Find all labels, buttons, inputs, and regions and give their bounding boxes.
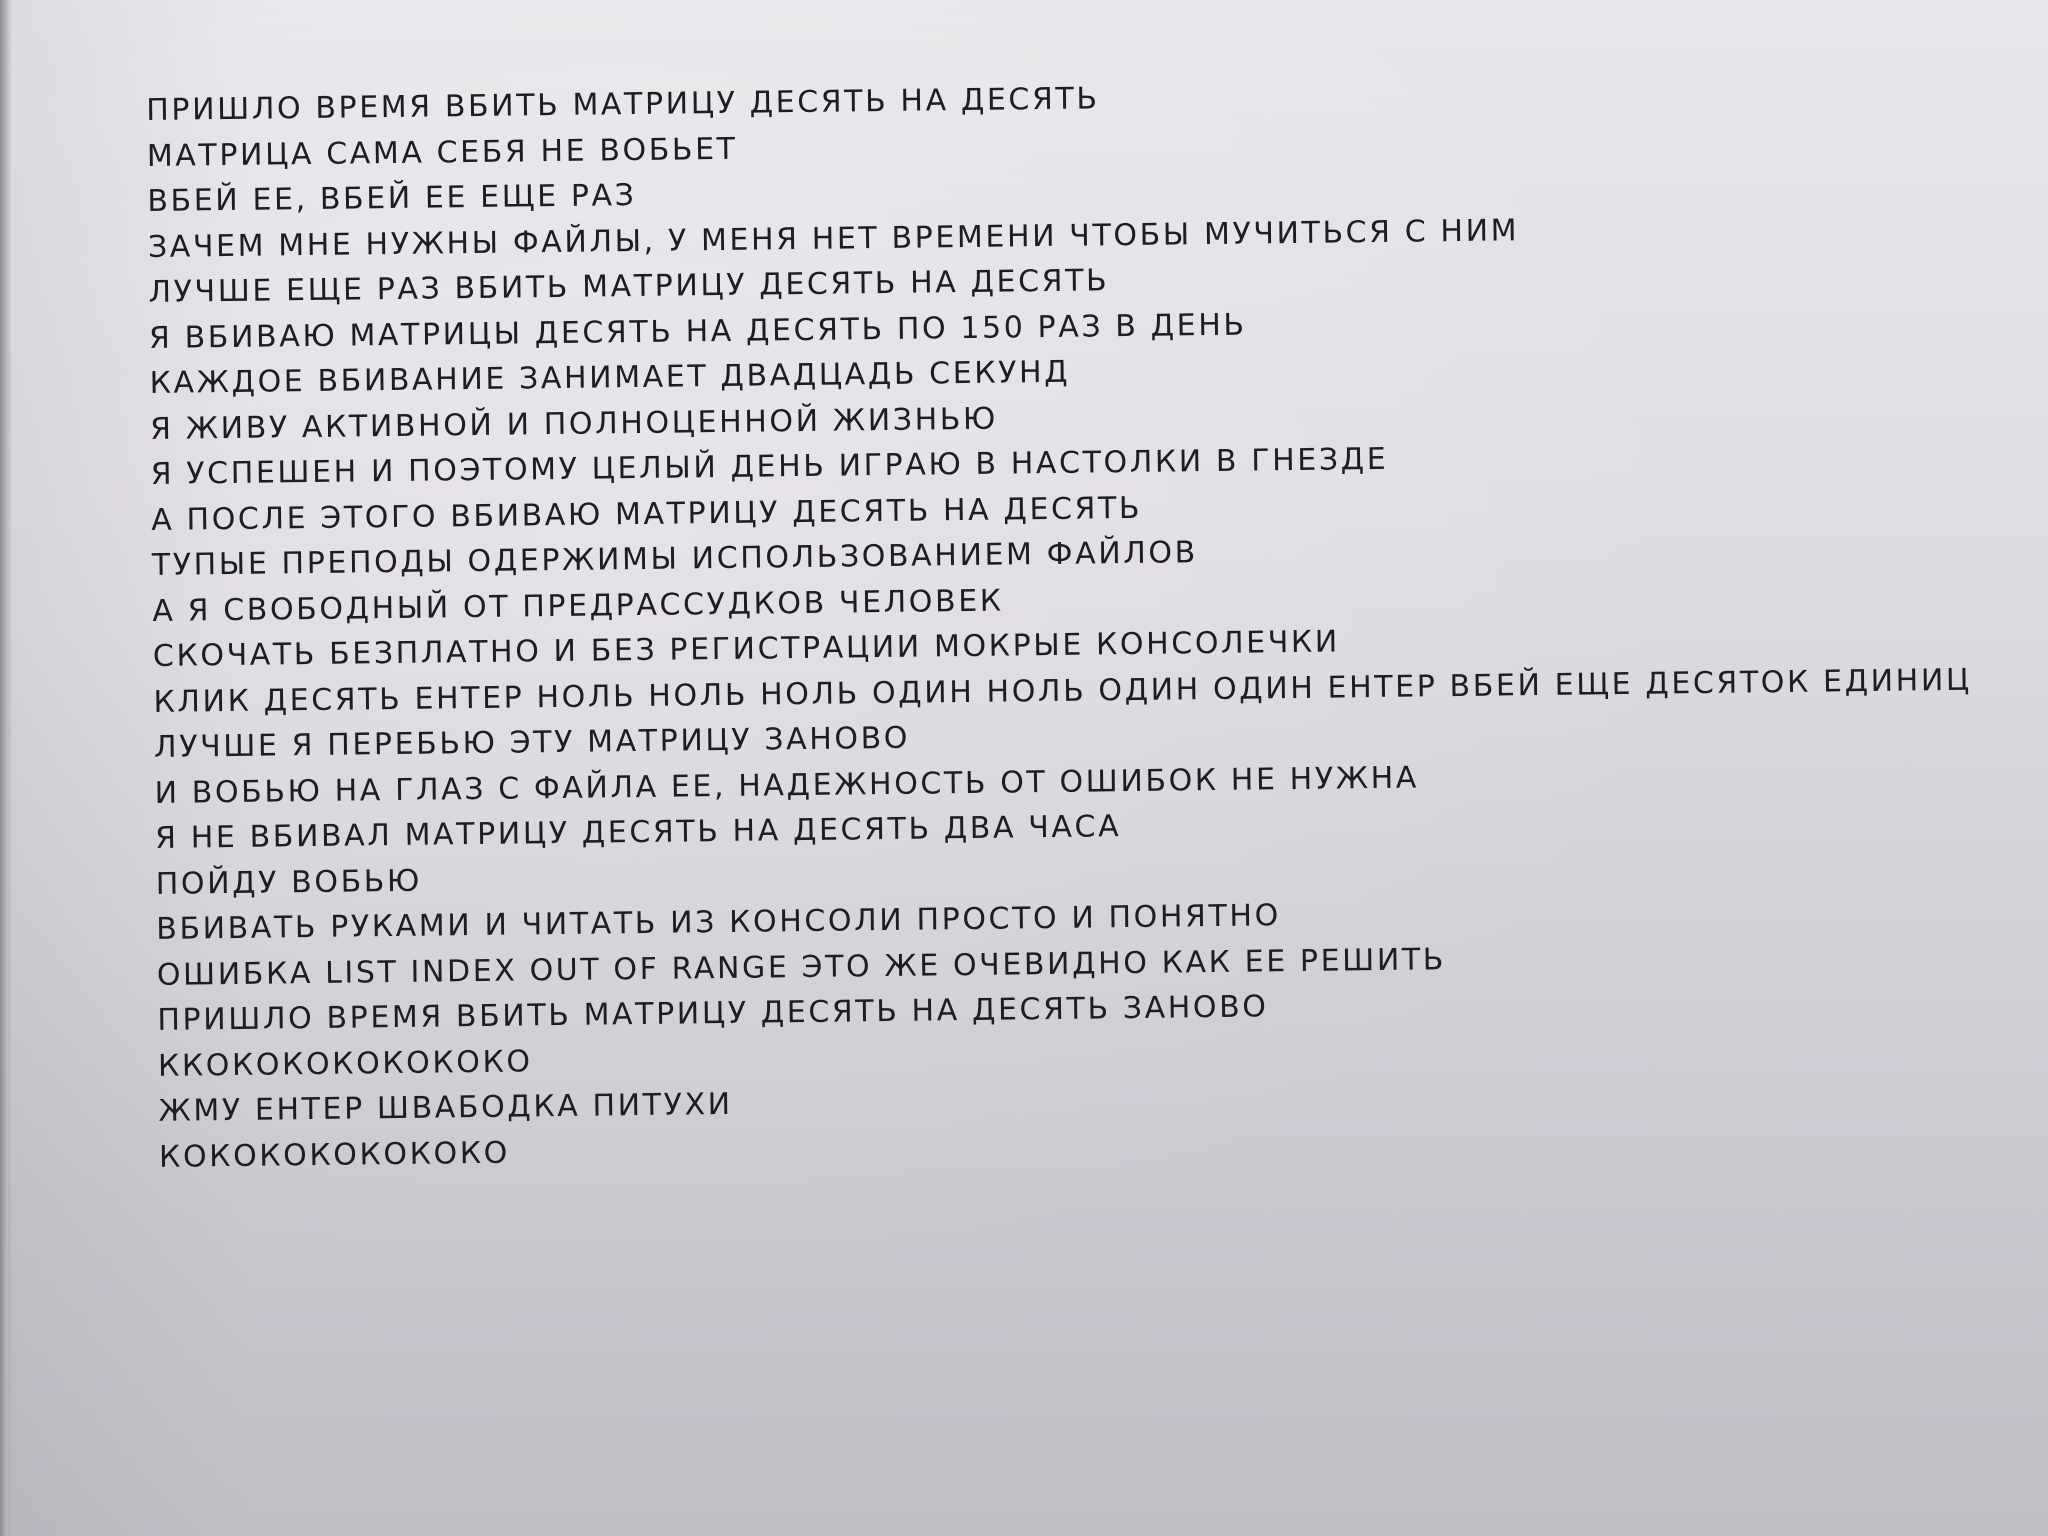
text-line: ВБИВАТЬ РУКАМИ И ЧИТАТЬ ИЗ КОНСОЛИ ПРОСТО И ПОНЯТНО (156, 898, 1282, 947)
text-line: Я ВБИВАЮ МАТРИЦЫ ДЕСЯТЬ НА ДЕСЯТЬ ПО 150 РАЗ В ДЕНЬ (148, 307, 1247, 356)
text-line: СКОЧАТЬ БЕЗПЛАТНО И БЕЗ РЕГИСТРАЦИИ МОКРЫЕ КОНСОЛЕЧКИ (152, 624, 1341, 674)
text-line: ЗАЧЕМ МНЕ НУЖНЫ ФАЙЛЫ, У МЕНЯ НЕТ ВРЕМЕНИ ЧТОБЫ МУЧИТЬСЯ С НИМ (147, 212, 1520, 265)
text-line: ПОЙДУ ВОБЬЮ (155, 863, 423, 902)
text-line: Я ЖИВУ АКТИВНОЙ И ПОЛНОЦЕННОЙ ЖИЗНЬЮ (149, 401, 999, 447)
text-line: КЛИК ДЕСЯТЬ ЕНТЕР НОЛЬ НОЛЬ НОЛЬ ОДИН НОЛЬ ОДИН ОДИН ЕНТЕР ВБЕЙ ЕЩЕ ДЕСЯТОК ЕДИНИЦ (153, 662, 1972, 720)
text-line: Я НЕ ВБИВАЛ МАТРИЦУ ДЕСЯТЬ НА ДЕСЯТЬ ДВА ЧАСА (154, 809, 1122, 856)
text-line: МАТРИЦА САМА СЕБЯ НЕ ВОБЬЕТ (146, 131, 738, 174)
text-line: ОШИБКА LIST INDEX OUT OF RANGE ЭТО ЖЕ ОЧЕВИДНО КАК ЕЕ РЕШИТЬ (156, 941, 1447, 993)
text-line: ККОКОКОКОКОКОКО (157, 1043, 533, 1084)
text-line: ПРИШЛО ВРЕМЯ ВБИТЬ МАТРИЦУ ДЕСЯТЬ НА ДЕСЯТЬ (146, 81, 1100, 128)
text-line: ЖМУ ЕНТЕР ШВАБОДКА ПИТУХИ (158, 1086, 733, 1129)
text-line: ЛУЧШЕ Я ПЕРЕБЬЮ ЭТУ МАТРИЦУ ЗАНОВО (153, 720, 911, 765)
text-line: И ВОБЬЮ НА ГЛАЗ С ФАЙЛА ЕЕ, НАДЕЖНОСТЬ ОТ ОШИБОК НЕ НУЖНА (154, 760, 1420, 811)
text-line: ВБЕЙ ЕЕ, ВБЕЙ ЕЕ ЕЩЕ РАЗ (147, 178, 637, 219)
printed-paper-sheet (8, 0, 2048, 1536)
text-line: КОКОКОКОКОКОКО (158, 1135, 511, 1175)
text-line: А ПОСЛЕ ЭТОГО ВБИВАЮ МАТРИЦУ ДЕСЯТЬ НА ДЕСЯТЬ (151, 490, 1143, 538)
text-line: ЛУЧШЕ ЕЩЕ РАЗ ВБИТЬ МАТРИЦУ ДЕСЯТЬ НА ДЕСЯТЬ (148, 263, 1110, 310)
text-line: ПРИШЛО ВРЕМЯ ВБИТЬ МАТРИЦУ ДЕСЯТЬ НА ДЕСЯТЬ ЗАНОВО (157, 989, 1269, 1038)
text-line: КАЖДОЕ ВБИВАНИЕ ЗАНИМАЕТ ДВАДЦАДЬ СЕКУНД (149, 354, 1071, 401)
text-line: А Я СВОБОДНЫЙ ОТ ПРЕДРАССУДКОВ ЧЕЛОВЕК (152, 583, 1004, 629)
text-line: ТУПЫЕ ПРЕПОДЫ ОДЕРЖИМЫ ИСПОЛЬЗОВАНИЕМ ФАЙЛОВ (151, 535, 1199, 583)
printed-text-block (146, 66, 1978, 1180)
text-line: Я УСПЕШЕН И ПОЭТОМУ ЦЕЛЫЙ ДЕНЬ ИГРАЮ В НАСТОЛКИ В ГНЕЗДЕ (150, 441, 1389, 492)
